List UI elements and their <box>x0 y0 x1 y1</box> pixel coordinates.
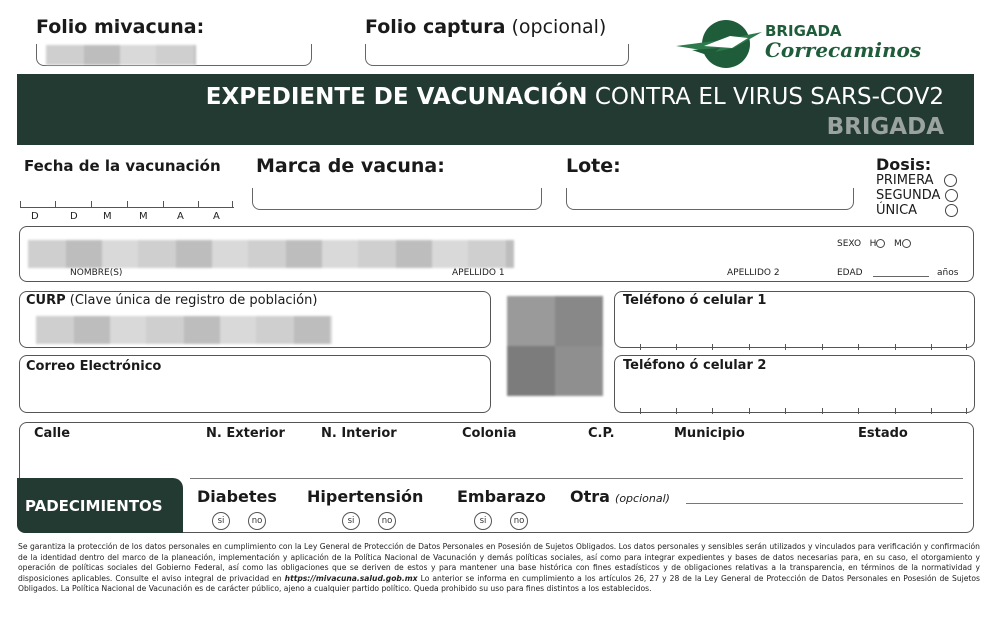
otra-field[interactable] <box>686 503 963 504</box>
apellido2-label: APELLIDO 2 <box>727 268 780 278</box>
tel2-label: Teléfono ó celular 2 <box>623 358 767 373</box>
diabetes-no-radio[interactable]: no <box>248 512 266 530</box>
dosis-options <box>876 173 958 218</box>
hipertension-options <box>342 508 414 530</box>
curp-value-redacted <box>36 316 332 344</box>
embarazo-label: Embarazo <box>457 487 546 506</box>
n-interior-label: N. Interior <box>321 426 397 441</box>
embarazo-si-radio[interactable]: si <box>474 512 492 530</box>
fecha-unit-m1: M <box>103 211 112 222</box>
hipertension-no-radio[interactable]: no <box>378 512 396 530</box>
fecha-label: Fecha de la vacunación <box>24 157 221 175</box>
diabetes-options <box>212 508 284 530</box>
dosis-option-primera[interactable]: PRIMERA <box>876 173 958 188</box>
dosis-label: Dosis: <box>876 155 932 174</box>
estado-label: Estado <box>858 426 908 441</box>
marca-field[interactable] <box>252 188 542 210</box>
curp-label: CURP (Clave única de registro de población) <box>26 293 318 308</box>
dosis-primera-radio[interactable] <box>944 174 957 187</box>
n-exterior-label: N. Exterior <box>206 426 285 441</box>
fecha-unit-a2: A <box>213 211 220 222</box>
privacy-notice: Se garantiza la protección de los datos personales en cumplimiento con la Ley General de Protección de Datos Personales en Posesión de Sujetos Obligados. Los datos personales y sensibles serán utilizados y vinculados para verificación y confirmación de la identidad dentro del marco de la planeación, implementación y aplicación de la Política Nacional de Vacunación y demás políticas sociales, así como para integrar expedientes y bases de datos necesarias para, en su caso, el otorgamiento y operación de políticas sociales del Gobierno Federal, así como las obligaciones que se deriven de estos y para mantener una base histórica con fines estadísticos y de obligaciones relativas a la transparencia, en términos de la normatividad y disposiciones aplicables. Consulte el aviso integral de privacidad en https://mivacuna.salud.gob.mx Lo anterior se informa en cumplimiento a los artículos 26, 27 y 28 de la Ley General de Protección de Datos Personales en Posesión de Sujetos Obligados. La Política Nacional de Vacunación es de carácter público, ajeno a cualquier partido político. Queda prohibido su uso para fines distintos a los establecidos. <box>18 542 980 594</box>
municipio-label: Municipio <box>674 426 745 441</box>
dosis-option-segunda[interactable]: SEGUNDA <box>876 188 958 203</box>
name-value-redacted <box>28 240 514 268</box>
sexo-h-radio[interactable] <box>876 239 885 248</box>
fecha-field[interactable] <box>20 198 234 208</box>
edad-label: EDAD <box>837 268 863 278</box>
dosis-segunda-radio[interactable] <box>945 189 958 202</box>
hipertension-si-radio[interactable]: si <box>342 512 360 530</box>
fecha-unit-d2: D <box>70 211 78 222</box>
banner-subtitle: BRIGADA <box>826 114 944 140</box>
lote-field[interactable] <box>566 188 854 210</box>
dosis-unica-radio[interactable] <box>945 204 958 217</box>
privacy-link[interactable]: https://mivacuna.salud.gob.mx <box>284 573 418 583</box>
edad-field[interactable] <box>873 276 929 277</box>
folio-mivacuna-label: Folio mivacuna: <box>36 16 205 38</box>
banner-title: EXPEDIENTE DE VACUNACIÓN CONTRA EL VIRUS SARS-COV2 <box>205 84 944 110</box>
padecimientos-title: PADECIMIENTOS <box>25 497 163 515</box>
tel2-digits[interactable] <box>640 404 968 414</box>
title-banner <box>17 74 974 145</box>
tel1-label: Teléfono ó celular 1 <box>623 293 767 308</box>
embarazo-options <box>474 508 546 530</box>
otra-label: Otra (opcional) <box>570 487 670 506</box>
brand-line1: BRIGADA <box>765 22 842 40</box>
fecha-unit-m2: M <box>139 211 148 222</box>
tel1-digits[interactable] <box>640 340 968 350</box>
sexo-m-radio[interactable] <box>902 239 911 248</box>
roadrunner-logo-icon <box>674 18 764 70</box>
fecha-unit-d1: D <box>31 211 39 222</box>
apellido1-label: APELLIDO 1 <box>452 268 505 278</box>
diabetes-si-radio[interactable]: si <box>212 512 230 530</box>
marca-label: Marca de vacuna: <box>256 155 445 177</box>
diabetes-label: Diabetes <box>197 487 277 506</box>
hipertension-label: Hipertensión <box>307 487 424 506</box>
anios-label: años <box>937 268 959 278</box>
folio-captura-label: Folio captura (opcional) <box>365 16 607 38</box>
fecha-unit-a1: A <box>177 211 184 222</box>
cp-label: C.P. <box>588 426 615 441</box>
folio-mivacuna-value-redacted <box>46 45 196 65</box>
calle-label: Calle <box>34 426 71 441</box>
padecimientos-banner <box>17 478 183 533</box>
dosis-option-unica[interactable]: ÚNICA <box>876 203 958 218</box>
brand-line2: Correcaminos <box>765 38 922 62</box>
nombre-label: NOMBRE(S) <box>70 268 123 278</box>
photo-redacted <box>507 296 603 396</box>
sexo-label: SEXO H M <box>837 239 911 249</box>
embarazo-no-radio[interactable]: no <box>510 512 528 530</box>
address-line[interactable] <box>190 478 963 479</box>
lote-label: Lote: <box>566 155 621 177</box>
colonia-label: Colonia <box>462 426 517 441</box>
folio-captura-field[interactable] <box>365 44 629 66</box>
correo-label: Correo Electrónico <box>26 359 162 374</box>
